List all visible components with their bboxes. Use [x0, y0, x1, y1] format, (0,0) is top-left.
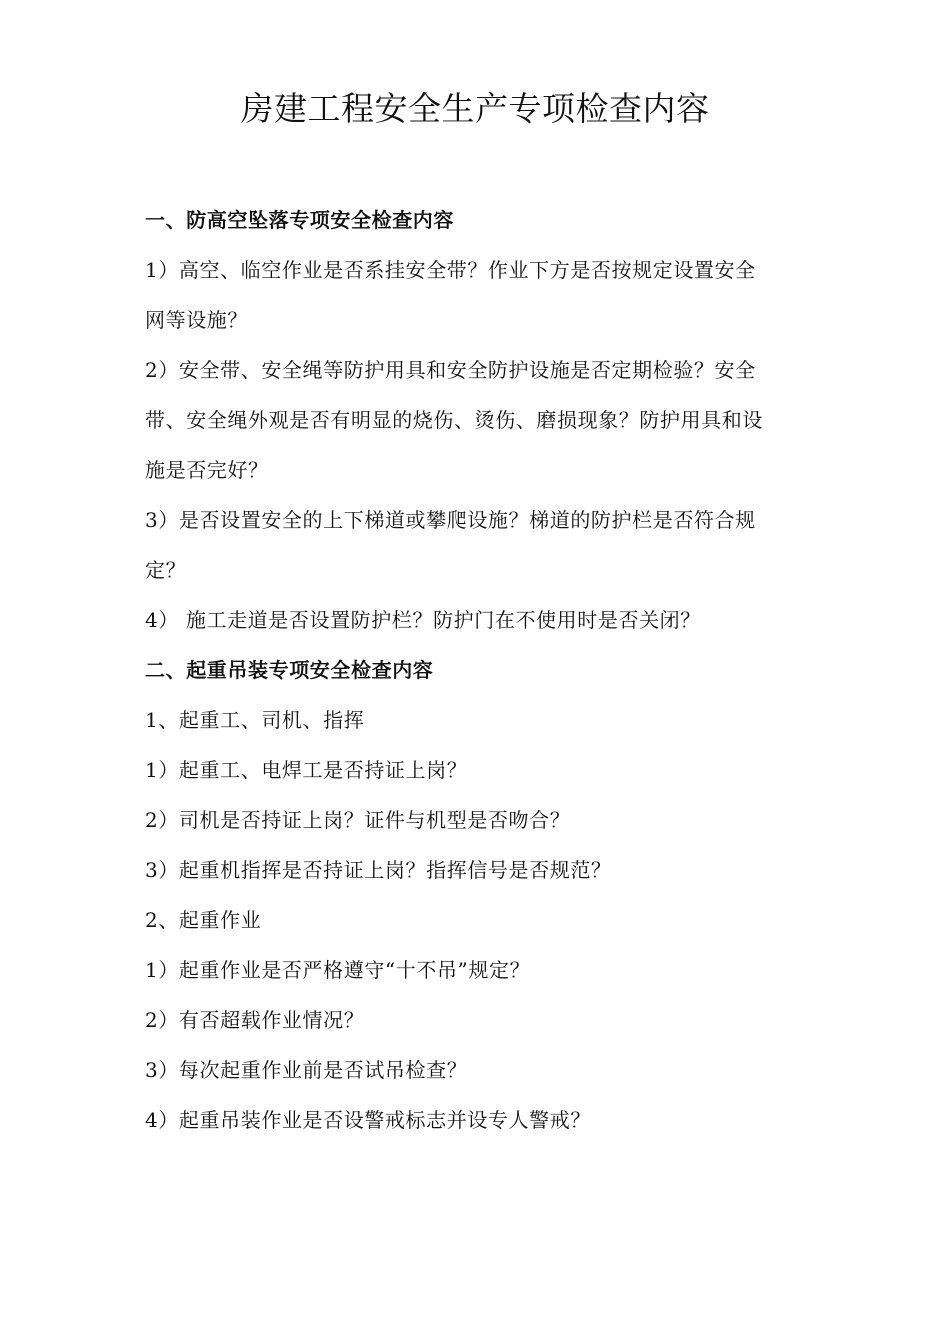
section-heading-fall-protection: 一、防高空坠落专项安全检查内容 — [145, 208, 454, 232]
paragraph-line: 4） 施工走道是否设置防护栏？防护门在不使用时是否关闭？ — [145, 608, 701, 632]
subsection-heading: 1、起重工、司机、指挥 — [145, 708, 365, 732]
paragraph-line: 2）司机是否持证上岗？证件与机型是否吻合？ — [145, 808, 571, 832]
paragraph-line: 1）高空、临空作业是否系挂安全带？作业下方是否按规定设置安全 — [145, 258, 756, 282]
document-body — [145, 195, 825, 1145]
paragraph-line: 3）起重机指挥是否持证上岗？指挥信号是否规范？ — [145, 858, 612, 882]
paragraph-line: 3）每次起重作业前是否试吊检查？ — [145, 1058, 468, 1082]
paragraph-line: 1）起重作业是否严格遵守“十不吊”规定？ — [145, 958, 531, 982]
paragraph-line: 网等设施？ — [145, 308, 248, 332]
section-heading-lifting: 二、起重吊装专项安全检查内容 — [145, 658, 434, 682]
document-title: 房建工程安全生产专项检查内容 — [240, 89, 710, 128]
paragraph-line: 1）起重工、电焊工是否持证上岗？ — [145, 758, 468, 782]
paragraph-line: 施是否完好？ — [145, 458, 269, 482]
paragraph-line: 定？ — [145, 558, 187, 582]
paragraph-line: 2）有否超载作业情况？ — [145, 1008, 365, 1032]
paragraph-line: 2）安全带、安全绳等防护用具和安全防护设施是否定期检验？安全 — [145, 358, 756, 382]
paragraph-line: 4）起重吊装作业是否设警戒标志并设专人警戒？ — [145, 1108, 591, 1132]
paragraph-line: 3）是否设置安全的上下梯道或攀爬设施？梯道的防护栏是否符合规 — [145, 508, 756, 532]
paragraph-line: 带、安全绳外观是否有明显的烧伤、烫伤、磨损现象？防护用具和设 — [145, 408, 763, 432]
subsection-heading: 2、起重作业 — [145, 908, 262, 932]
